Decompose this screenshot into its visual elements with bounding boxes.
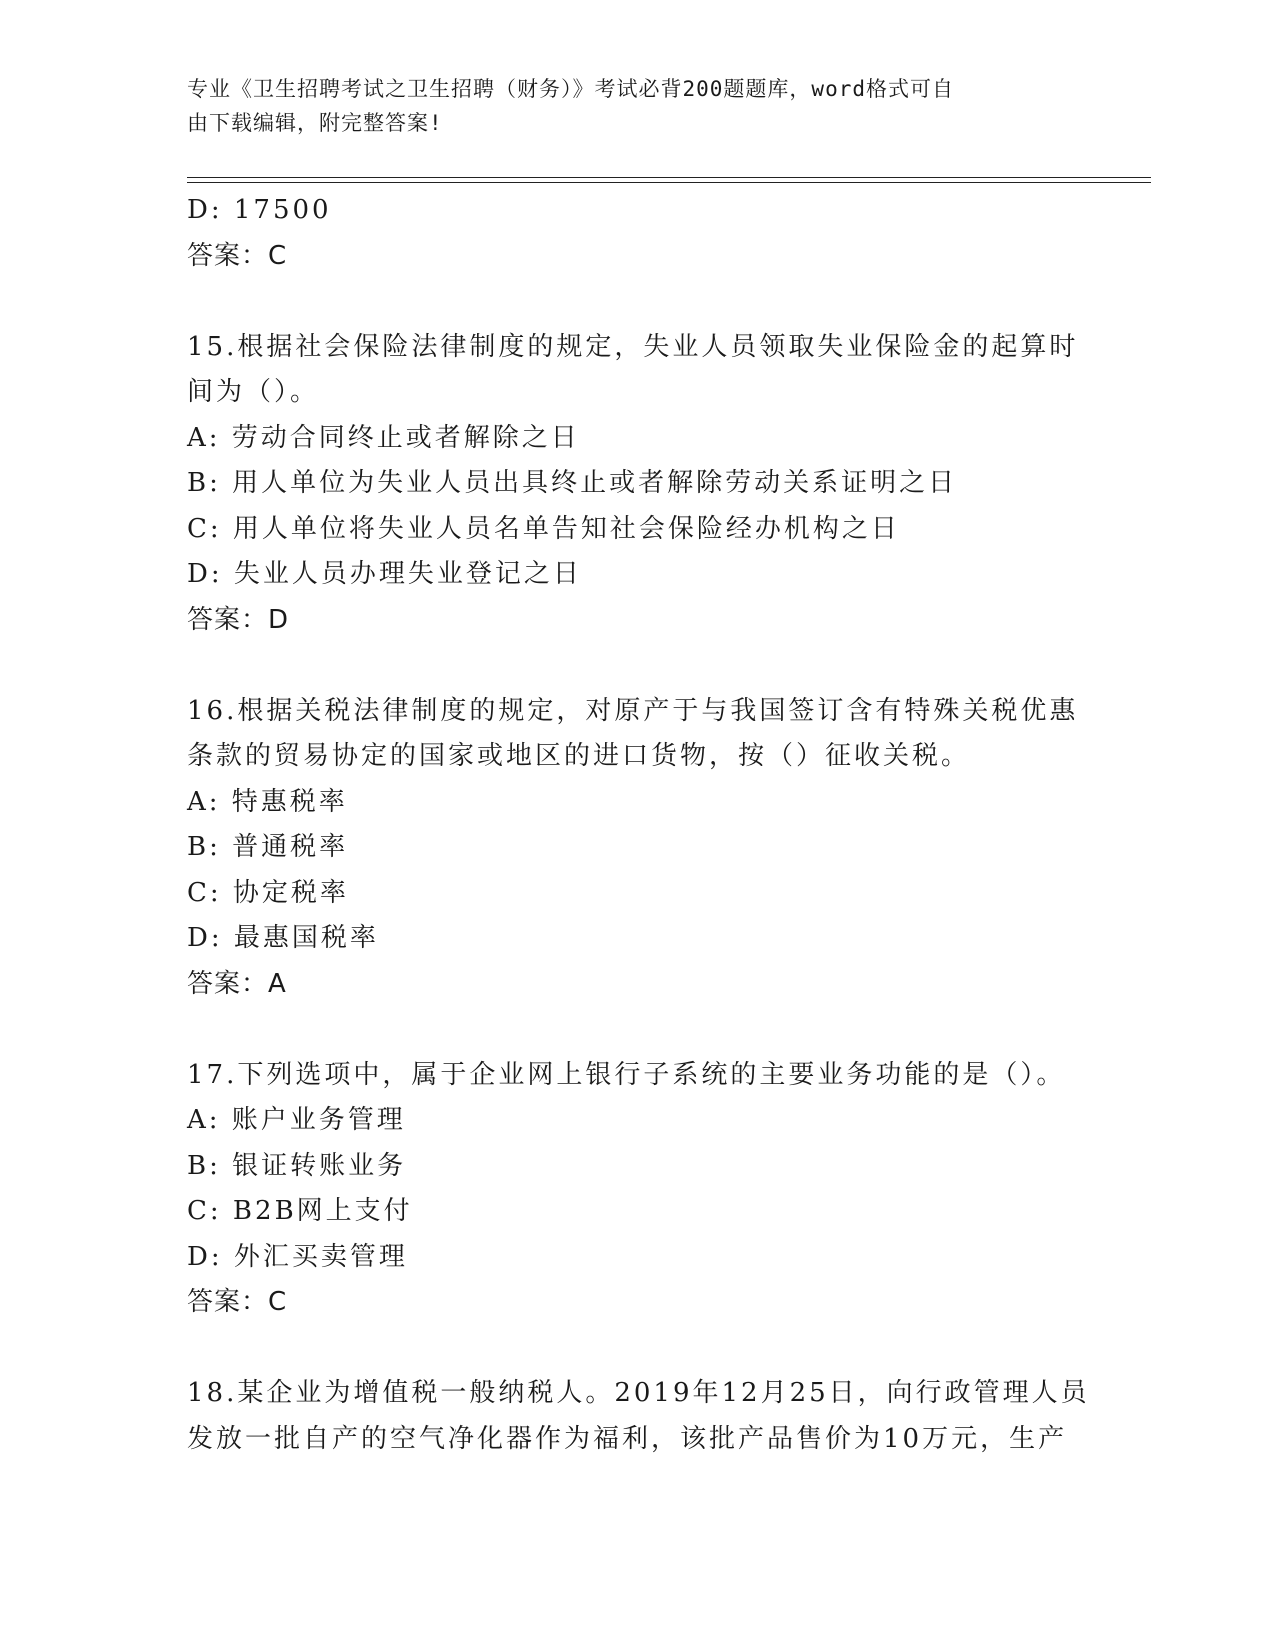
option-d: D: 外汇买卖管理 [187,1241,408,1272]
spacer [187,1007,1087,1053]
question-stem: 16.根据关税法律制度的规定，对原产于与我国签订含有特殊关税优惠 [187,695,1079,726]
option-b: B: 普通税率 [187,832,349,862]
spacer [187,1326,1087,1372]
option-d: D: 最惠国税率 [187,923,379,953]
header-rule-bottom [187,182,1151,183]
previous-question-tail [187,188,1087,279]
option-c: C: B2B网上支付 [187,1196,413,1226]
option-a: A: 劳动合同终止或者解除之日 [187,422,580,453]
header-rule-top [187,177,1151,178]
answer-line: 答案：A [187,968,287,999]
answer-line: 答案：D [187,604,290,635]
question-16 [187,689,1087,1008]
question-list [187,188,1090,1462]
document-header [187,72,1067,140]
option-d: D: 17500 [187,195,332,225]
option-c: C: 协定税率 [187,877,349,908]
question-17 [187,1053,1087,1326]
option-b: B: 用人单位为失业人员出具终止或者解除劳动关系证明之日 [187,468,958,498]
answer-line: 答案：C [187,1287,288,1317]
option-a: A: 账户业务管理 [187,1105,406,1135]
question-stem: 18.某企业为增值税一般纳税人。2019年12月25日，向行政管理人员 [187,1378,1090,1408]
answer-line: 答案：C [187,240,288,271]
option-a: A: 特惠税率 [187,786,348,817]
option-c: C: 用人单位将失业人员名单告知社会保险经办机构之日 [187,513,900,544]
question-18 [187,1371,1090,1462]
question-stem: 发放一批自产的空气净化器作为福利，该批产品售价为10万元，生产 [187,1423,1068,1454]
spacer [187,279,1087,325]
question-15 [187,325,1087,644]
option-b: B: 银证转账业务 [187,1150,407,1181]
question-stem: 15.根据社会保险法律制度的规定，失业人员领取失业保险金的起算时 [187,331,1079,362]
question-stem: 17.下列选项中，属于企业网上银行子系统的主要业务功能的是（）。 [187,1059,1066,1090]
question-stem: 间为（）。 [187,377,320,407]
option-d: D: 失业人员办理失业登记之日 [187,559,582,589]
header-line-1: 专业《卫生招聘考试之卫生招聘（财务）》考试必背200题题库，word格式可自 [187,77,954,101]
header-line-2: 由下载编辑，附完整答案! [187,111,443,135]
spacer [187,643,1087,689]
question-stem: 条款的贸易协定的国家或地区的进口货物，按（）征收关税。 [187,741,971,771]
